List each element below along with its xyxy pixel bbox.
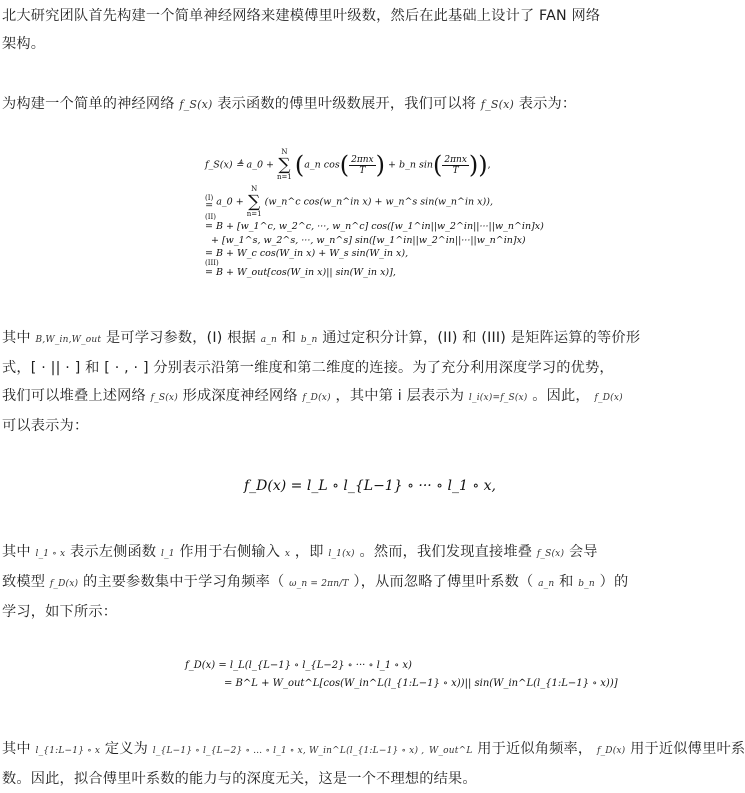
- math-fs: f_S(x): [480, 98, 514, 111]
- fourier-equation-block: f_S(x) ≜ a_0 + N ∑ n=1 (a_n cos( $\frac{\text{2πnx}}{T}$ ) + b_n sin( $\frac{\text{2πnx}}{T}$ )), (I) = a_0 + N ∑ n=1 (w_n^c cos(w_n^in x) + w_n^s sin(w_n^in x)), (II) = B + [w_1^c, w_2^c, ···, w_n^c] cos([w_1^in||w_2^in||···||w_n^in]x) + [w_1^s, w_2^s, ···, w_n^s] sin([w_1^in||w_2^in||···||w_n^in]x) = B + W_c cos(W_in x) + W_s sin(W_in x), (III) = B + W_out[cos(W_in x)|| sin(W_in x)],: [205, 148, 544, 278]
- stacked-network-equation: f_D(x) = l_L ∘ l_{L−1} ∘ ··· ∘ l_1 ∘ x,: [244, 478, 496, 494]
- fraction: $\frac{\text{2πnx}}{T}$: [444, 154, 467, 176]
- simple-network-paragraph: 为构建一个简单的神经网络 f_S(x) 表示函数的傅里叶级数展开，我们可以将 f_S(x) 表示为：: [2, 96, 577, 112]
- sum-symbol: N ∑ n=1: [246, 185, 262, 218]
- stacking-issue-paragraph: 其中 l_1 ∘ x 表示左侧函数 l_1 作用于右侧输入 x ，即 l_1(x) 。然而，我们发现直接堆叠 f_S(x) 会导 致模型 f_D(x) 的主要参数集中于学习角频率（ ω_n = 2πn/T ），从而忽略了傅里叶系数（ a_n 和 b_n ）的 学习，如下所示：: [2, 544, 629, 620]
- sum-symbol: N ∑ n=1: [277, 148, 292, 181]
- intro-line-2: 架构。: [2, 36, 46, 52]
- math-fs: f_S(x): [179, 98, 213, 111]
- intro-paragraph: [2, 2, 662, 58]
- deep-network-paragraph: 其中 B,W_in,W_out 是可学习参数，(I) 根据 a_n 和 b_n 通过定积分计算，(II) 和 (III) 是矩阵运算的等价形 式，[ · || · ] 和 [ · , · ] 分别表示沿第一维度和第二维度的连接。为了充分利用深度学习的优势， 我们可以堆叠上述网络 f_S(x) 形成深度神经网络 f_D(x) ，其中第 i 层表示为 l_i(x)=f_S(x) 。因此， f_D(x) 可以表示为：: [2, 330, 641, 434]
- conclusion-paragraph: 其中 l_{1:L−1} ∘ x 定义为 l_{L−1} ∘ l_{L−2} ∘ … ∘ l_1 ∘ x, W_in^L(l_{1:L−1} ∘ x) , W_out^L 用于近似角频率， f_D(x) 用于近似傅里叶系 数。因此，拟合傅里叶系数的能力与的深度无关，这是一个不理想的结果。: [2, 741, 745, 787]
- fraction: $\frac{\text{2πnx}}{T}$: [351, 154, 374, 176]
- intro-line-1: 北大研究团队首先构建一个简单神经网络来建模傅里叶级数，然后在此基础上设计了 FAN 网络: [2, 8, 601, 24]
